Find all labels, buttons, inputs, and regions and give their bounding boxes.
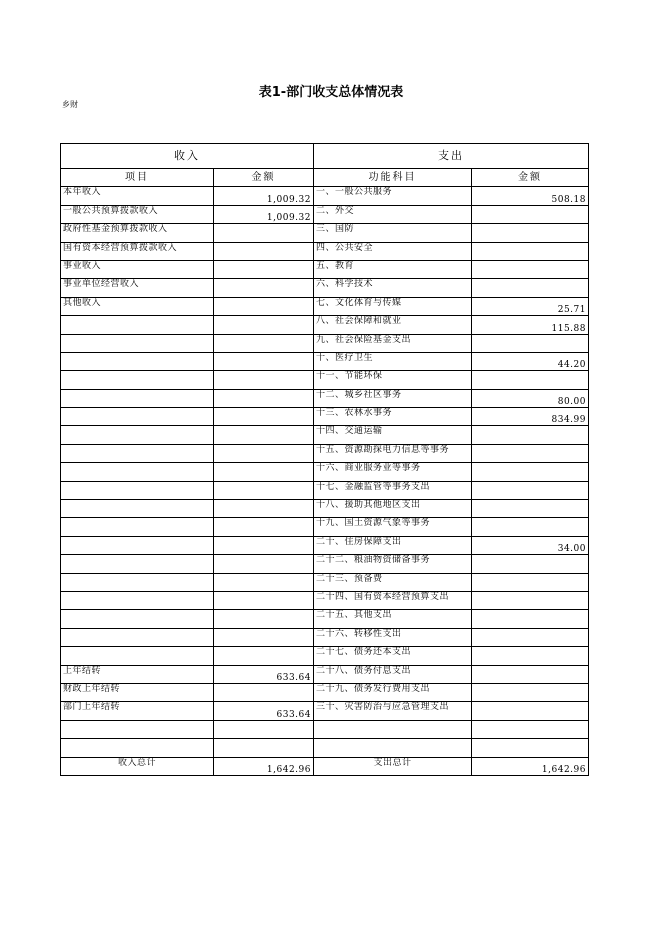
expense-amount-cell [472,500,589,518]
income-item-cell [61,536,214,554]
expense-item-cell: 二十二、粮油物资储备事务 [314,555,472,573]
income-item-cell [61,610,214,628]
item-header: 项目 [61,169,214,187]
income-item-cell [61,444,214,462]
income-item-cell: 一般公共预算拨款收入 [61,205,214,223]
income-item-cell [61,628,214,646]
income-amount-cell [214,628,314,646]
income-item-cell: 政府性基金预算拨款收入 [61,224,214,242]
expense-amount-cell [472,720,589,738]
expense-item-cell: 二十三、预备费 [314,573,472,591]
income-amount-cell [214,610,314,628]
expense-item-cell: 六、科学技术 [314,279,472,297]
income-amount-cell: 1,009.32 [214,187,314,205]
income-item-cell [61,408,214,426]
table-row [61,573,589,591]
income-header: 收入 [61,144,314,169]
expense-amount-cell [472,702,589,720]
amount-header: 金额 [214,169,314,187]
expense-amount-cell [472,371,589,389]
expense-amount-cell [472,334,589,352]
expense-item-cell: 二十六、转移性支出 [314,628,472,646]
table-row [61,463,589,481]
expense-amount-cell: 44.20 [472,352,589,370]
income-amount-cell: 1,009.32 [214,205,314,223]
expense-amount-cell: 834.99 [472,408,589,426]
income-amount-cell [214,647,314,665]
expense-item-cell: 二十七、债务还本支出 [314,647,472,665]
income-item-cell [61,518,214,536]
expense-amount-cell [472,279,589,297]
table-header-row [61,144,589,169]
expense-item-cell: 九、社会保险基金支出 [314,334,472,352]
expense-item-cell: 十、医疗卫生 [314,352,472,370]
income-amount-cell [214,591,314,609]
table-row [61,426,589,444]
income-amount-cell [214,500,314,518]
table-row [61,628,589,646]
table-row [61,352,589,370]
expense-amount-cell [472,205,589,223]
expense-amount-cell [472,739,589,757]
income-amount-cell [214,481,314,499]
table-row [61,371,589,389]
totals-row [61,757,589,775]
table-row [61,555,589,573]
expense-item-cell: 十五、资源勘探电力信息等事务 [314,444,472,462]
income-amount-cell [214,463,314,481]
income-item-cell [61,352,214,370]
expense-amount-cell [472,610,589,628]
unit-label: 乡财 [62,100,78,109]
expense-amount-cell: 508.18 [472,187,589,205]
income-item-cell [61,500,214,518]
expense-amount-cell [472,665,589,683]
income-amount-cell [214,739,314,757]
expense-item-cell: 二十九、债务发行费用支出 [314,683,472,701]
income-item-cell [61,316,214,334]
expense-item-cell: 二十、住房保障支出 [314,536,472,554]
income-amount-cell [214,720,314,738]
table-row [61,647,589,665]
table-row [61,591,589,609]
income-item-cell: 部门上年结转 [61,702,214,720]
table-row [61,536,589,554]
expense-amount-cell: 34.00 [472,536,589,554]
income-item-cell [61,463,214,481]
income-item-cell [61,371,214,389]
expense-amount-cell: 115.88 [472,316,589,334]
expense-item-cell: 十四、交通运输 [314,426,472,444]
income-amount-cell [214,260,314,278]
income-amount-cell [214,408,314,426]
expense-total-amount: 1,642.96 [472,757,589,775]
income-item-cell [61,739,214,757]
expense-item-cell: 十六、商业服务业等事务 [314,463,472,481]
income-amount-cell [214,224,314,242]
income-amount-cell [214,352,314,370]
expense-amount-cell [472,647,589,665]
expense-item-cell: 五、教育 [314,260,472,278]
table-row [61,683,589,701]
income-item-cell [61,720,214,738]
income-amount-cell [214,683,314,701]
table-row [61,610,589,628]
income-amount-cell [214,242,314,260]
table-row [61,316,589,334]
amount2-header: 金额 [472,169,589,187]
table-row [61,242,589,260]
income-item-cell: 事业收入 [61,260,214,278]
expense-total-label: 支出总计 [314,757,472,775]
income-total-label: 收入总计 [61,757,214,775]
func-subject-header: 功能科目 [314,169,472,187]
income-amount-cell: 633.64 [214,665,314,683]
expense-item-cell: 三、国防 [314,224,472,242]
income-item-cell: 上年结转 [61,665,214,683]
table-row [61,187,589,205]
income-amount-cell [214,334,314,352]
table-row [61,389,589,407]
expense-item-cell: 十一、节能环保 [314,371,472,389]
table-row [61,260,589,278]
table-row [61,334,589,352]
table-row [61,408,589,426]
expense-item-cell: 十二、城乡社区事务 [314,389,472,407]
income-amount-cell [214,573,314,591]
expense-amount-cell [472,224,589,242]
income-amount-cell [214,444,314,462]
income-item-cell: 本年收入 [61,187,214,205]
table-subheader-row [61,169,589,187]
table-row [61,481,589,499]
expense-item-cell: 二、外交 [314,205,472,223]
income-amount-cell [214,518,314,536]
income-item-cell: 其他收入 [61,297,214,315]
income-item-cell [61,591,214,609]
expense-amount-cell [472,426,589,444]
expense-amount-cell [472,444,589,462]
expense-item-cell: 二十八、债务付息支出 [314,665,472,683]
expense-amount-cell [472,242,589,260]
budget-table [60,143,589,776]
expense-amount-cell [472,573,589,591]
income-item-cell [61,647,214,665]
income-item-cell [61,389,214,407]
income-amount-cell [214,316,314,334]
income-amount-cell [214,389,314,407]
table-row [61,205,589,223]
table-row [61,518,589,536]
expense-amount-cell [472,463,589,481]
expense-amount-cell: 25.71 [472,297,589,315]
income-amount-cell [214,555,314,573]
expense-amount-cell [472,683,589,701]
table-row [61,720,589,738]
table-row [61,500,589,518]
expense-item-cell: 十八、援助其他地区支出 [314,500,472,518]
income-amount-cell [214,426,314,444]
income-item-cell: 国有资本经营预算拨款收入 [61,242,214,260]
expense-item-cell: 十九、国土资源气象等事务 [314,518,472,536]
expense-item-cell: 十七、金融监管等事务支出 [314,481,472,499]
income-amount-cell [214,297,314,315]
income-amount-cell [214,536,314,554]
expense-item-cell: 八、社会保障和就业 [314,316,472,334]
table-row [61,279,589,297]
expense-amount-cell [472,628,589,646]
expense-item-cell: 一、一般公共服务 [314,187,472,205]
expense-item-cell [314,720,472,738]
table-row [61,297,589,315]
expense-amount-cell: 80.00 [472,389,589,407]
expense-item-cell: 四、公共安全 [314,242,472,260]
expense-item-cell: 七、文化体育与传媒 [314,297,472,315]
expense-item-cell: 二十四、国有资本经营预算支出 [314,591,472,609]
income-item-cell [61,555,214,573]
expense-item-cell: 三十、灾害防治与应急管理支出 [314,702,472,720]
page-title: 表1-部门收支总体情况表 [258,85,404,100]
table-row [61,739,589,757]
income-item-cell [61,481,214,499]
income-item-cell [61,334,214,352]
expense-amount-cell [472,591,589,609]
income-amount-cell [214,371,314,389]
income-amount-cell [214,279,314,297]
expense-amount-cell [472,518,589,536]
income-amount-cell: 633.64 [214,702,314,720]
income-item-cell: 财政上年结转 [61,683,214,701]
expense-amount-cell [472,260,589,278]
table-row [61,702,589,720]
expense-header: 支出 [314,144,589,169]
expense-item-cell [314,739,472,757]
expense-item-cell: 二十五、其他支出 [314,610,472,628]
income-total-amount: 1,642.96 [214,757,314,775]
income-item-cell [61,573,214,591]
table-row [61,224,589,242]
table-row [61,444,589,462]
expense-item-cell: 十三、农林水事务 [314,408,472,426]
expense-amount-cell [472,555,589,573]
expense-amount-cell [472,481,589,499]
table-row [61,665,589,683]
income-item-cell [61,426,214,444]
income-item-cell: 事业单位经营收入 [61,279,214,297]
